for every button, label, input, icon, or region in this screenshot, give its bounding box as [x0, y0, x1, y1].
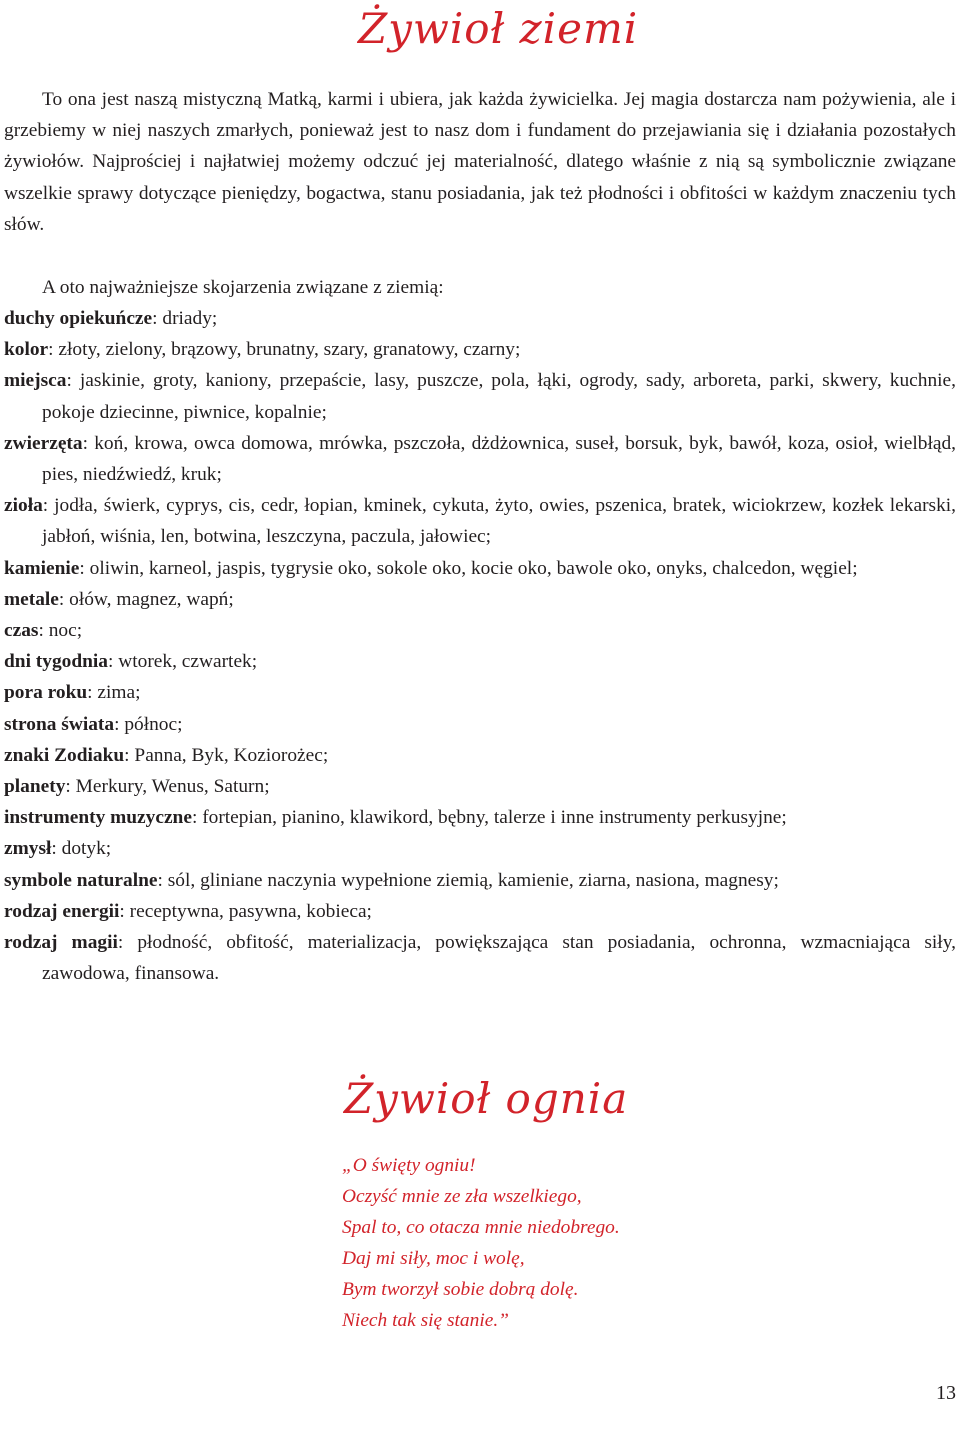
associations-list	[4, 303, 956, 989]
association-value: : driady;	[152, 308, 218, 329]
association-label: zwierzęta	[4, 432, 83, 454]
association-value: : jaskinie, groty, kaniony, przepaście, lasy, puszcze, pola, łąki, ogrody, sady, arboreta, parki, skwery, kuchnie, pokoje dziecinne, piwnice, kopalnie;	[42, 370, 956, 423]
association-value: : ołów, magnez, wapń;	[58, 588, 234, 610]
association-value: : fortepian, pianino, klawikord, bębny, talerze i inne instrumenty perkusyjne;	[191, 807, 787, 829]
association-label: symbole naturalne	[4, 869, 158, 891]
association-item	[4, 865, 956, 896]
association-label: rodzaj magii	[4, 932, 118, 954]
association-value: : północ;	[114, 713, 183, 735]
association-value: : oliwin, karneol, jaspis, tygrysie oko, sokole oko, kocie oko, bawole oko, onyks, chalcedon, węgiel;	[79, 557, 858, 579]
association-item	[4, 615, 956, 646]
association-item	[4, 677, 956, 708]
poem-line: Bym tworzył sobie dobrą dolę.	[342, 1279, 579, 1300]
association-label: kolor	[4, 339, 49, 361]
association-value: : sól, gliniane naczynia wypełnione ziemią, kamienie, ziarna, nasiona, magnesy;	[157, 869, 779, 891]
association-item	[4, 740, 956, 771]
association-item	[4, 833, 956, 864]
association-item	[4, 584, 956, 615]
association-value: : koń, krowa, owca domowa, mrówka, pszczoła, dżdżownica, suseł, borsuk, byk, bawół, koza, osioł, wielbłąd, pies, niedźwiedź, kruk;	[42, 432, 956, 486]
poem-line: Daj mi siły, moc i wolę,	[342, 1248, 525, 1269]
association-item	[4, 927, 956, 989]
association-label: metale	[4, 588, 59, 610]
association-value: : złoty, zielony, brązowy, brunatny, szary, granatowy, czarny;	[48, 339, 521, 361]
association-label: duchy opiekuńcze	[4, 308, 153, 329]
association-label: rodzaj energii	[4, 900, 120, 922]
association-label: znaki Zodiaku	[4, 744, 125, 766]
association-value: : dotyk;	[51, 838, 112, 860]
poem-line: Niech tak się stanie.”	[342, 1310, 509, 1331]
association-item	[4, 802, 956, 833]
association-label: instrumenty muzyczne	[4, 807, 192, 829]
poem-line: Spal to, co otacza mnie niedobrego.	[342, 1217, 620, 1238]
association-value: : noc;	[38, 620, 83, 642]
association-item	[4, 365, 956, 427]
association-label: czas	[4, 620, 39, 642]
page-number: 13	[936, 1382, 956, 1404]
association-label: miejsca	[4, 370, 67, 392]
section-title-fire: Żywioł ognia	[344, 1074, 629, 1123]
fire-poem	[342, 1150, 620, 1336]
association-value: : zima;	[87, 682, 141, 704]
association-value: : Panna, Byk, Koziorożec;	[124, 744, 329, 766]
association-value: : jodła, świerk, cyprys, cis, cedr, łopian, kminek, cykuta, żyto, owies, pszenica, bratek, wiciokrzew, kozłek lekarski, jabłoń, wiśnia, len, botwina, leszczyna, paczula, jałowiec;	[42, 495, 956, 548]
association-item	[4, 896, 956, 927]
association-label: zmysł	[4, 838, 52, 860]
association-label: kamienie	[4, 557, 80, 579]
association-label: zioła	[4, 495, 43, 517]
association-item	[4, 646, 956, 677]
association-item	[4, 303, 956, 334]
association-value: : płodność, obfitość, materializacja, powiększająca stan posiadania, ochronna, wzmacniająca siły, zawodowa, finansowa.	[42, 932, 956, 985]
association-item	[4, 334, 956, 365]
association-label: strona świata	[4, 713, 115, 735]
association-item	[4, 490, 956, 552]
intro-paragraph: To ona jest naszą mistyczną Matką, karmi i ubiera, jak każda żywicielka. Jej magia dostarcza nam pożywienia, ale i grzebiemy w niej naszych zmarłych, ponieważ jest to nasz dom i fundament do przejawiania się i działania pozostałych żywiołów. Najprościej i najłatwiej możemy odczuć jej materialność, dlatego właśnie z nią są symbolicznie związane wszelkie sprawy dotyczące pieniędzy, bogactwa, stanu posiadania, jak też płodności i obfitości w każdym znaczeniu tych słów.	[4, 89, 956, 235]
association-item	[4, 709, 956, 740]
association-value: : wtorek, czwartek;	[108, 651, 258, 673]
association-value: : Merkury, Wenus, Saturn;	[65, 776, 270, 798]
association-label: planety	[4, 776, 66, 798]
associations-intro: A oto najważniejsze skojarzenia związane z ziemią:	[42, 277, 444, 298]
section-title-earth: Żywioł ziemi	[358, 4, 639, 53]
association-label: dni tygodnia	[4, 651, 108, 673]
poem-line: „O święty ogniu!	[342, 1155, 476, 1176]
association-item	[4, 553, 956, 584]
association-value: : receptywna, pasywna, kobieca;	[119, 900, 372, 922]
poem-line: Oczyść mnie ze zła wszelkiego,	[342, 1186, 582, 1207]
association-item	[4, 428, 956, 490]
association-label: pora roku	[4, 682, 88, 704]
association-item	[4, 771, 956, 802]
